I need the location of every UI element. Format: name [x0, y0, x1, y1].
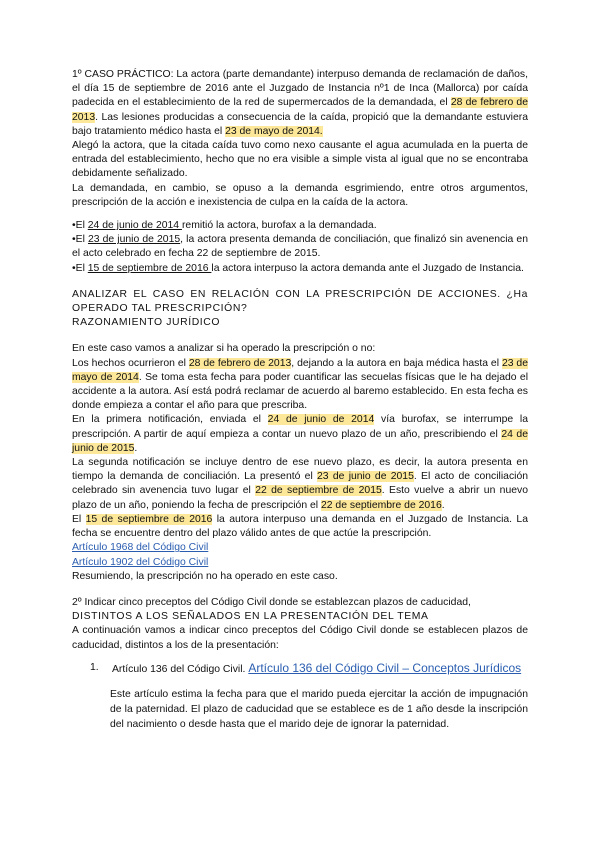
- highlight-date: 22 de septiembre de 2016: [320, 499, 442, 511]
- article-136-link[interactable]: Artículo 136 del Código Civil – Conceptos Jurídicos: [248, 660, 522, 675]
- analysis-question: ANALIZAR EL CASO EN RELACIÓN CON LA PRESCRIPCIÓN DE ACCIONES. ¿Ha OPERADO TAL PRESCRIPCIÓN?: [72, 288, 528, 315]
- list-item-description: Este artículo estima la fecha para que el marido pueda ejercitar la acción de impugnación de la paternidad. El plazo de caducidad que se establece es de 1 año desde la inscripción del nacimiento o desde hasta que el marido deje de ignorar la paternidad.: [110, 688, 528, 730]
- reasoning-paragraph: El 15 de septiembre de 2016 la autora interpuso una demanda en el Juzgado de Instancia. La fecha se encuentre dentro del plazo válido antes de que actúe la prescripción.: [72, 513, 528, 540]
- case1-defense: La demandada, en cambio, se opuso a la demanda esgrimiendo, entre otros argumentos, prescripción de la acción e inexistencia de culpa en la caída de la actora.: [72, 182, 528, 208]
- underlined-date: 24 de junio de 2014: [87, 220, 182, 232]
- bullet-item: •El 23 de junio de 2015, la actora presenta demanda de conciliación, que finalizó sin avenencia en el acto celebrado en fecha 22 de septiembre de 2015.: [72, 234, 528, 260]
- highlight-date: 15 de septiembre de 2016: [85, 513, 213, 525]
- case1-paragraph: [72, 68, 528, 139]
- list-item: [72, 661, 528, 677]
- bullet-item: •El 24 de junio de 2014 remitió la actora, burofax a la demandada.: [72, 220, 377, 232]
- highlight-date: 28 de febrero de 2013: [72, 97, 528, 123]
- bullet-item: •El 15 de septiembre de 2016 la actora interpuso la actora demanda ante el Juzgado de Instancia.: [72, 262, 524, 274]
- summary-text: Resumiendo, la prescripción no ha operado en este caso.: [72, 570, 338, 582]
- case1-text-a: 1º CASO PRÁCTICO: La actora (parte demandante) interpuso demanda de reclamación de daños, el día 15 de septiembre de 2016 ante el Juzgado de Instancia nº1 de Inca (Mallorca) por caída padecida en el establecimiento de la red de supermercados de la demandada, el: [72, 69, 528, 109]
- highlight-date: 22 de septiembre de 2015: [255, 485, 382, 497]
- list-item-label: Artículo 136 del Código Civil.: [112, 663, 246, 675]
- case2-title: 2º Indicar cinco preceptos del Código Civil donde se establezcan plazos de caducidad,: [72, 596, 471, 608]
- case2-subtitle: DISTINTOS A LOS SEÑALADOS EN LA PRESENTACIÓN DEL TEMA: [72, 611, 429, 623]
- highlight-date: 24 de junio de 2014: [267, 414, 375, 426]
- article-1902-link[interactable]: Artículo 1902 del Código Civil: [72, 556, 209, 568]
- reasoning-paragraph: En la primera notificación, enviada el 24 de junio de 2014 vía burofax, se interrumpe la prescripción. A partir de aquí empieza a contar un nuevo plazo de un año, prescribiendo el 24 de junio de 2015.: [72, 414, 528, 454]
- reasoning-paragraph: La segunda notificación se incluye dentro de ese nuevo plazo, es decir, la autora presenta en tiempo la demanda de conciliación. La presentó el 23 de junio de 2015. El acto de conciliación celebrado sin avenencia tuvo lugar el 22 de septiembre de 2015. Esto vuelve a abrir un nuevo plazo de un año, poniendo la fecha de prescripción el 22 de septiembre de 2016.: [72, 457, 529, 511]
- highlight-date: 28 de febrero de 2013: [188, 357, 292, 369]
- underlined-date: 15 de septiembre de 2016: [87, 262, 212, 274]
- case1-text-b: . Las lesiones producidas a consecuencia de la caída, propició que la demandante estuviera bajo tratamiento médico hasta el: [72, 111, 528, 137]
- underlined-date: 23 de junio de 2015: [87, 234, 181, 246]
- article-1968-link[interactable]: Artículo 1968 del Código Civil: [72, 542, 209, 554]
- legal-reasoning-heading: RAZONAMIENTO JURÍDICO: [72, 317, 221, 329]
- highlight-date: 23 de mayo de 2014.: [225, 125, 323, 137]
- highlight-date: 23 de mayo de 2014: [72, 357, 528, 383]
- case2-intro: A continuación vamos a indicar cinco preceptos del Código Civil donde se establecen plazos de caducidad, distintos a los de la presentación:: [72, 625, 528, 651]
- case1-allegation: Alegó la actora, que la citada caída tuvo como nexo causante el agua acumulada en la puerta de entrada del establecimiento, hecho que no era visible a simple vista al igual que no se encontraba debidamente señalizado.: [72, 140, 528, 180]
- highlight-date: 24 de junio de 2015: [72, 428, 528, 454]
- document-page: [72, 68, 528, 732]
- reasoning-paragraph: Los hechos ocurrieron el 28 de febrero de 2013, dejando a la autora en baja médica hasta el 23 de mayo de 2014. Se toma esta fecha para poder cuantificar las secuelas físicas que le ha dejado el accidente a la autora. Así está podrá reclamar de acuerdo al baremo establecido. En esta fecha es donde empieza a contar el año para que prescriba.: [72, 357, 529, 412]
- list-number: 1.: [90, 661, 99, 673]
- reasoning-intro: En este caso vamos a analizar si ha operado la prescripción o no:: [72, 343, 376, 355]
- highlight-date: 23 de junio de 2015: [317, 471, 414, 483]
